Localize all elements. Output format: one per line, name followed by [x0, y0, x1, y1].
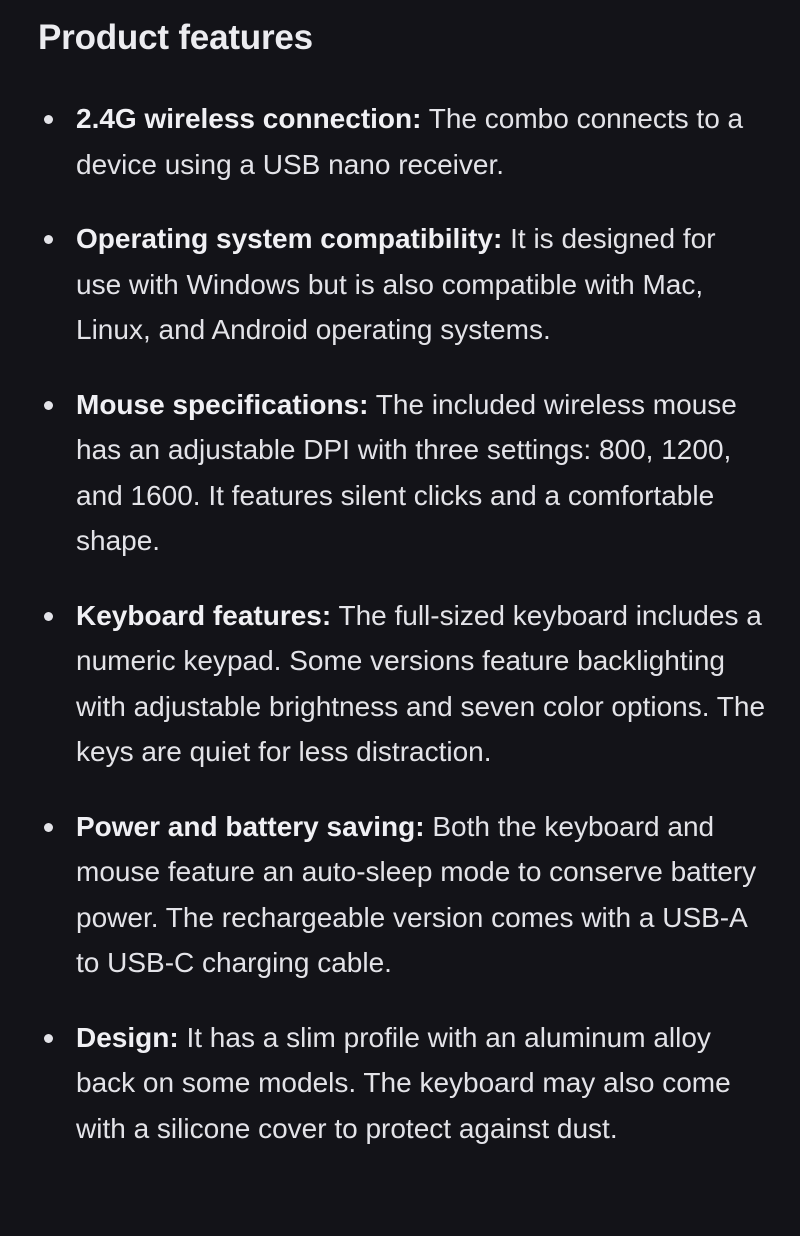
product-features-section [38, 16, 768, 1180]
feature-item-mouse-specifications [38, 382, 768, 564]
feature-term: Mouse specifications: [76, 388, 369, 420]
feature-description: The combo connects to a device using a USB nano receiver. [76, 103, 744, 180]
feature-term: Operating system compatibility: [76, 223, 503, 254]
feature-item-keyboard-features [38, 593, 768, 775]
feature-term: Keyboard features: [76, 599, 332, 631]
feature-description: It is designed for use with Windows but is also compatible with Mac, Linux, and Android operating systems. [76, 223, 716, 345]
feature-item-os-compatibility [38, 216, 768, 353]
section-title: Product features [38, 18, 313, 57]
bullet-icon [44, 115, 53, 124]
bullet-icon [44, 612, 53, 621]
feature-description: The included wireless mouse has an adjustable DPI with three settings: 800, 1200, and 1600. It features silent clicks and a comfortable shape. [76, 388, 737, 556]
feature-list [38, 96, 768, 1151]
feature-item-design [38, 1015, 768, 1152]
feature-description: It has a slim profile with an aluminum alloy back on some models. The keyboard may also come with a silicone cover to protect against dust. [76, 1021, 731, 1144]
bullet-icon [44, 235, 53, 244]
bullet-icon [44, 823, 53, 832]
feature-item-power-battery [38, 804, 768, 986]
feature-description: The full-sized keyboard includes a numeric keypad. Some versions feature backlighting with adjustable brightness and seven color options. The keys are quiet for less distraction. [76, 599, 766, 767]
bullet-icon [44, 401, 53, 410]
feature-term: Power and battery saving: [76, 810, 425, 842]
feature-description: Both the keyboard and mouse feature an auto-sleep mode to conserve battery power. The rechargeable version comes with a USB-A to USB-C charging cable. [76, 810, 757, 978]
bullet-icon [44, 1034, 53, 1043]
feature-item-wireless-connection [38, 96, 768, 187]
feature-term: Design: [76, 1021, 179, 1053]
feature-term: 2.4G wireless connection: [76, 103, 422, 134]
